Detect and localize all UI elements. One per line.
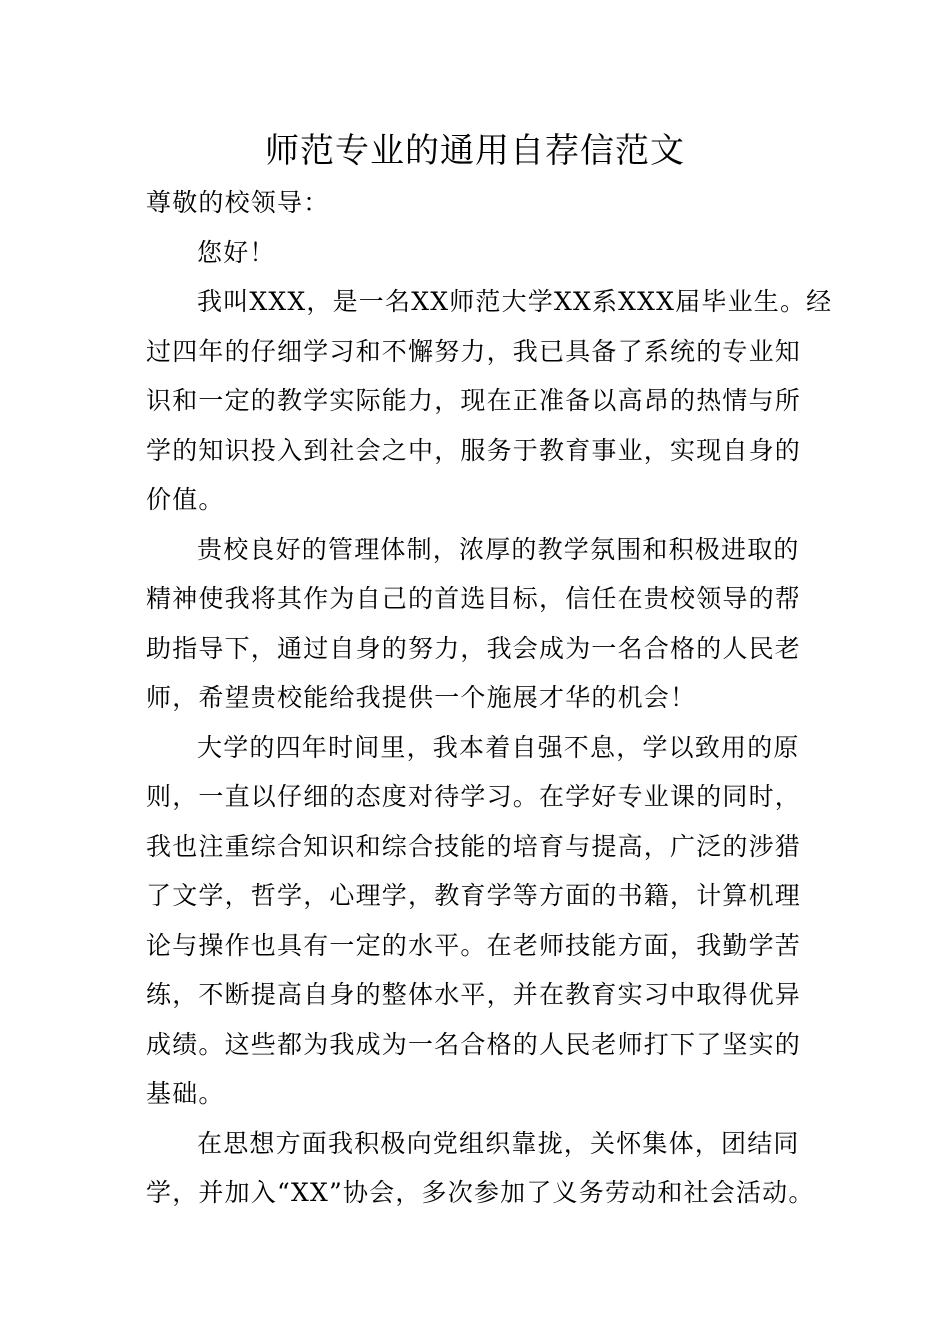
paragraph-line: 我也注重综合知识和综合技能的培育与提高，广泛的涉猎	[146, 831, 802, 861]
paragraph-line: 在思想方面我积极向党组织靠拢，关怀集体，团结同	[197, 1128, 800, 1158]
paragraph-line: 过四年的仔细学习和不懈努力，我已具备了系统的专业知	[146, 336, 802, 366]
paragraph-line: 师，希望贵校能给我提供一个施展才华的机会！	[146, 683, 697, 712]
paragraph-line: 学的知识投入到社会之中，服务于教育事业，实现自身的	[146, 435, 802, 465]
document-title: 师范专业的通用自荐信范文	[265, 131, 685, 171]
salutation: 尊敬的校领导：	[146, 188, 330, 217]
paragraph-line: 精神使我将其作为自己的首选目标，信任在贵校领导的帮	[146, 584, 802, 613]
paragraph-line: 我叫XXX，是一名XX师范大学XX系XXX届毕业生。经	[197, 287, 833, 316]
paragraph-line: 论与操作也具有一定的水平。在老师技能方面，我勤学苦	[146, 930, 802, 960]
letter-body	[146, 178, 833, 1218]
paragraph-3	[146, 723, 826, 1119]
paragraph-line: 学，并加入“XX”协会，多次参加了义务劳动和社会活动。	[146, 1178, 815, 1207]
paragraph-line: 贵校良好的管理体制，浓厚的教学氛围和积极进取的	[197, 534, 800, 564]
paragraph-line: 识和一定的教学实际能力，现在正准备以高昂的热情与所	[146, 386, 802, 415]
paragraph-line: 助指导下，通过自身的努力，我会成为一名合格的人民老	[146, 633, 802, 663]
paragraph-2	[146, 525, 826, 723]
paragraph-line: 练，不断提高自身的整体水平，并在教育实习中取得优异	[146, 980, 802, 1009]
paragraph-line: 大学的四年时间里，我本着自强不息，学以致用的原	[197, 732, 800, 762]
paragraph-1	[146, 277, 833, 525]
paragraph-4	[146, 1119, 826, 1218]
paragraph-line: 则，一直以仔细的态度对待学习。在学好专业课的同时，	[146, 782, 802, 811]
paragraph-line: 价值。	[146, 485, 225, 514]
paragraph-line: 了文学，哲学，心理学，教育学等方面的书籍，计算机理	[146, 881, 802, 910]
greeting: 您好！	[197, 237, 276, 267]
paragraph-line: 成绩。这些都为我成为一名合格的人民老师打下了坚实的	[146, 1029, 802, 1059]
paragraph-line: 基础。	[146, 1079, 225, 1108]
